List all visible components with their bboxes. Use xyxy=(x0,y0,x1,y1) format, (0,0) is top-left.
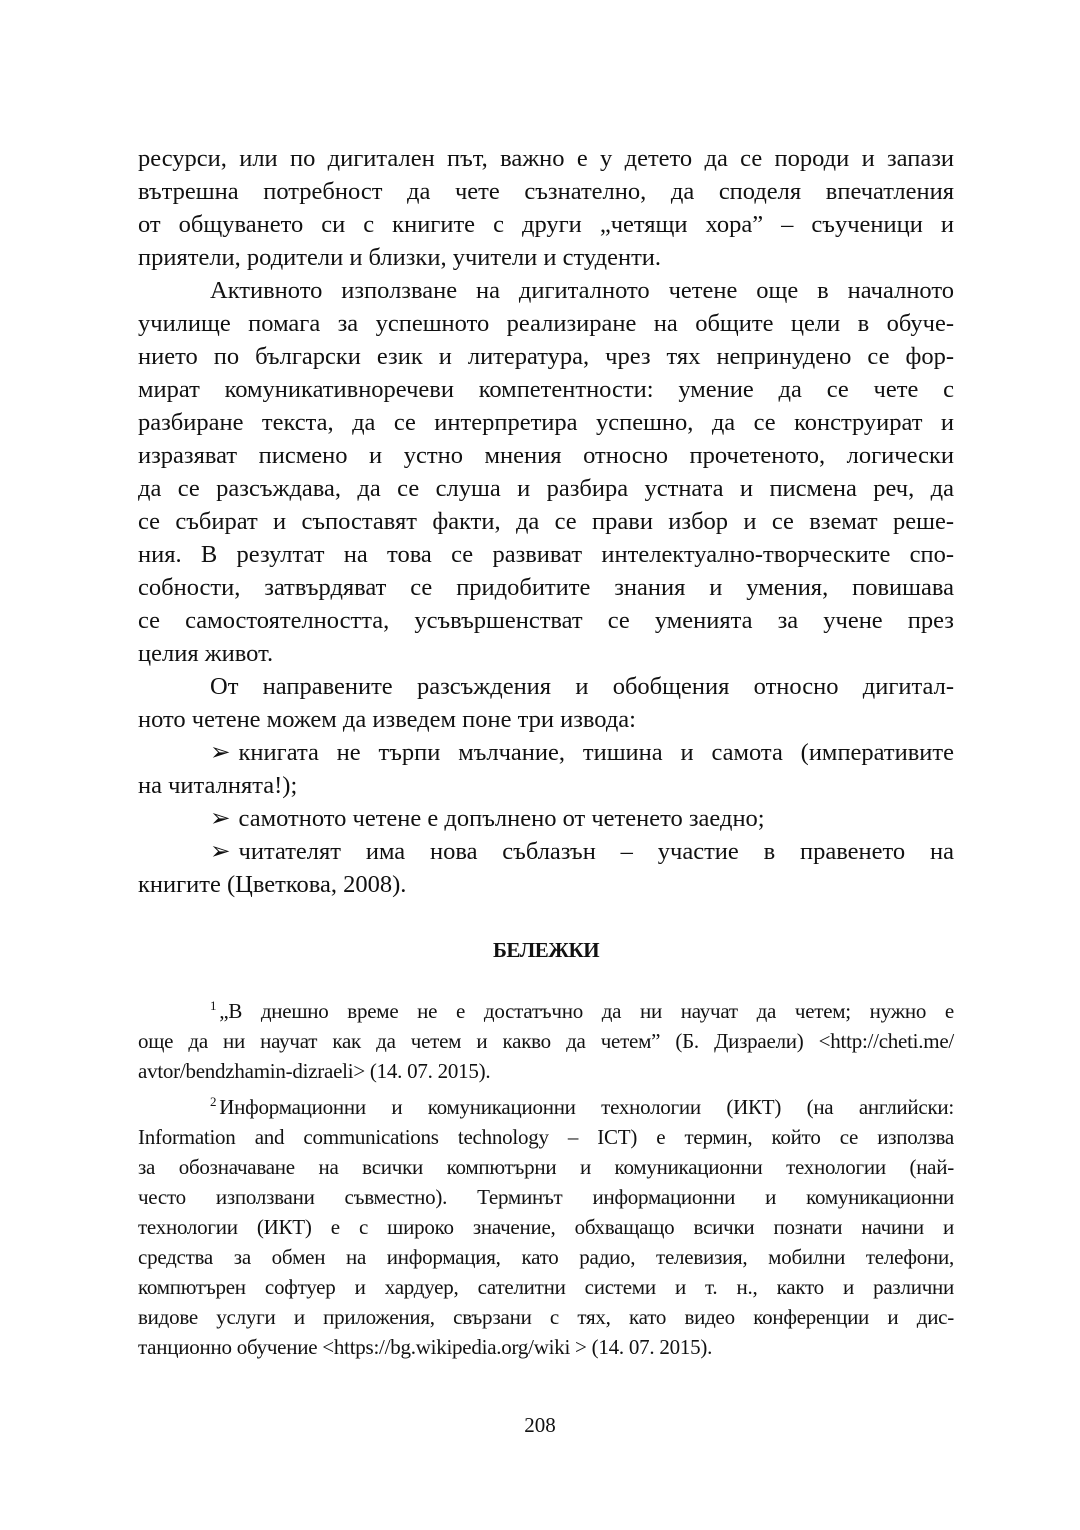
bullet-item xyxy=(210,736,954,769)
body-line: изразяват писмено и устно мнения относно прочетеното, логически xyxy=(138,442,954,469)
body-line: книгите (Цветкова, 2008). xyxy=(138,871,407,898)
body-line: Активното използване на дигиталното четене още в началното xyxy=(210,277,954,304)
note-line xyxy=(210,1092,954,1122)
bullet-item xyxy=(210,835,954,868)
body-line: се събират и съпоставят факти, да се прави избор и се вземат реше- xyxy=(138,508,954,535)
bullet-text: книгата не търпи мълчание, тишина и самота (императивите xyxy=(238,739,954,766)
body-line: приятели, родители и близки, учители и студенти. xyxy=(138,244,662,271)
body-line: да се разсъждава, да се слуша и разбира устната и писмена реч, да xyxy=(138,475,954,502)
body-line: собности, затвърдяват се придобитите знания и умения, повишава xyxy=(138,574,954,601)
footnote-marker: 2 xyxy=(210,1094,217,1109)
note-line: танционно обучение <https://bg.wikipedia.org/wiki > (14. 07. 2015). xyxy=(138,1335,713,1359)
body-line: мират комуникативноречеви компетентности: умение да се чете с xyxy=(138,376,954,403)
body-line: се самостоятелността, усъвършенстват се уменията за учене през xyxy=(138,607,954,634)
note-line: още да ни научат как да четем и какво да четем” (Б. Дизраели) <http://cheti.me/ xyxy=(138,1029,954,1053)
arrow-bullet-icon: ➢ xyxy=(210,805,231,832)
note-line: често използвани съвместно). Терминът информационни и комуникационни xyxy=(138,1185,954,1209)
note-line: видове услуги и приложения, свързани с тях, като видео конференции и дис- xyxy=(138,1305,954,1329)
arrow-bullet-icon: ➢ xyxy=(210,838,231,865)
body-line: училище помага за успешното реализиране на общите цели в обуче- xyxy=(138,310,954,337)
note-line: avtor/bendzhamin-dizraeli> (14. 07. 2015). xyxy=(138,1059,491,1083)
note-line: компютърен софтуер и хардуер, сателитни системи и т. н., както и различни xyxy=(138,1275,954,1299)
body-line: От направените разсъждения и обобщения относно дигитал- xyxy=(210,673,954,700)
body-line: целия живот. xyxy=(138,640,274,667)
body-line: ресурси, или по дигитален път, важно е у детето да се породи и запази xyxy=(138,145,954,172)
bullet-text: читателят има нова съблазън – участие в правенето на xyxy=(238,838,954,865)
note-line: за обозначаване на всички компютърни и комуникационни технологии (най- xyxy=(138,1155,954,1179)
footnote-marker: 1 xyxy=(210,998,217,1013)
bullet-text: самотното четене е допълнено от четенето заедно; xyxy=(238,805,765,832)
note-line: Information and communications technology – ICT) е термин, който се използва xyxy=(138,1125,954,1149)
body-line: разбиране текста, да се интерпретира успешно, да се конструират и xyxy=(138,409,954,436)
body-line: на читалнята!); xyxy=(138,772,298,799)
arrow-bullet-icon: ➢ xyxy=(210,739,231,766)
body-line: нието по български език и литература, чрез тях непринудено се фор- xyxy=(138,343,954,370)
note-line: средства за обмен на информация, като радио, телевизия, мобилни телефони, xyxy=(138,1245,954,1269)
note-text: „В днешно време не е достатъчно да ни научат да четем; нужно е xyxy=(219,999,954,1023)
body-line: ното четене можем да изведем поне три извода: xyxy=(138,706,636,733)
note-text: Информационни и комуникационни технологии (ИКТ) (на английски: xyxy=(219,1095,954,1119)
bullet-item xyxy=(210,802,954,835)
body-line: вътрешна потребност да чете съзнателно, да споделя впечатления xyxy=(138,178,954,205)
page-number: 208 xyxy=(524,1413,556,1437)
body-line: ния. В резултат на това се развиват интелектуално-творческите спо- xyxy=(138,541,954,568)
notes-heading: БЕЛЕЖКИ xyxy=(492,938,600,962)
note-line: технологии (ИКТ) е с широко значение, обхващащо всички познати начини и xyxy=(138,1215,954,1239)
body-line: от общуването си с книгите с други „четящи хора” – съученици и xyxy=(138,211,954,238)
note-line xyxy=(210,996,954,1026)
